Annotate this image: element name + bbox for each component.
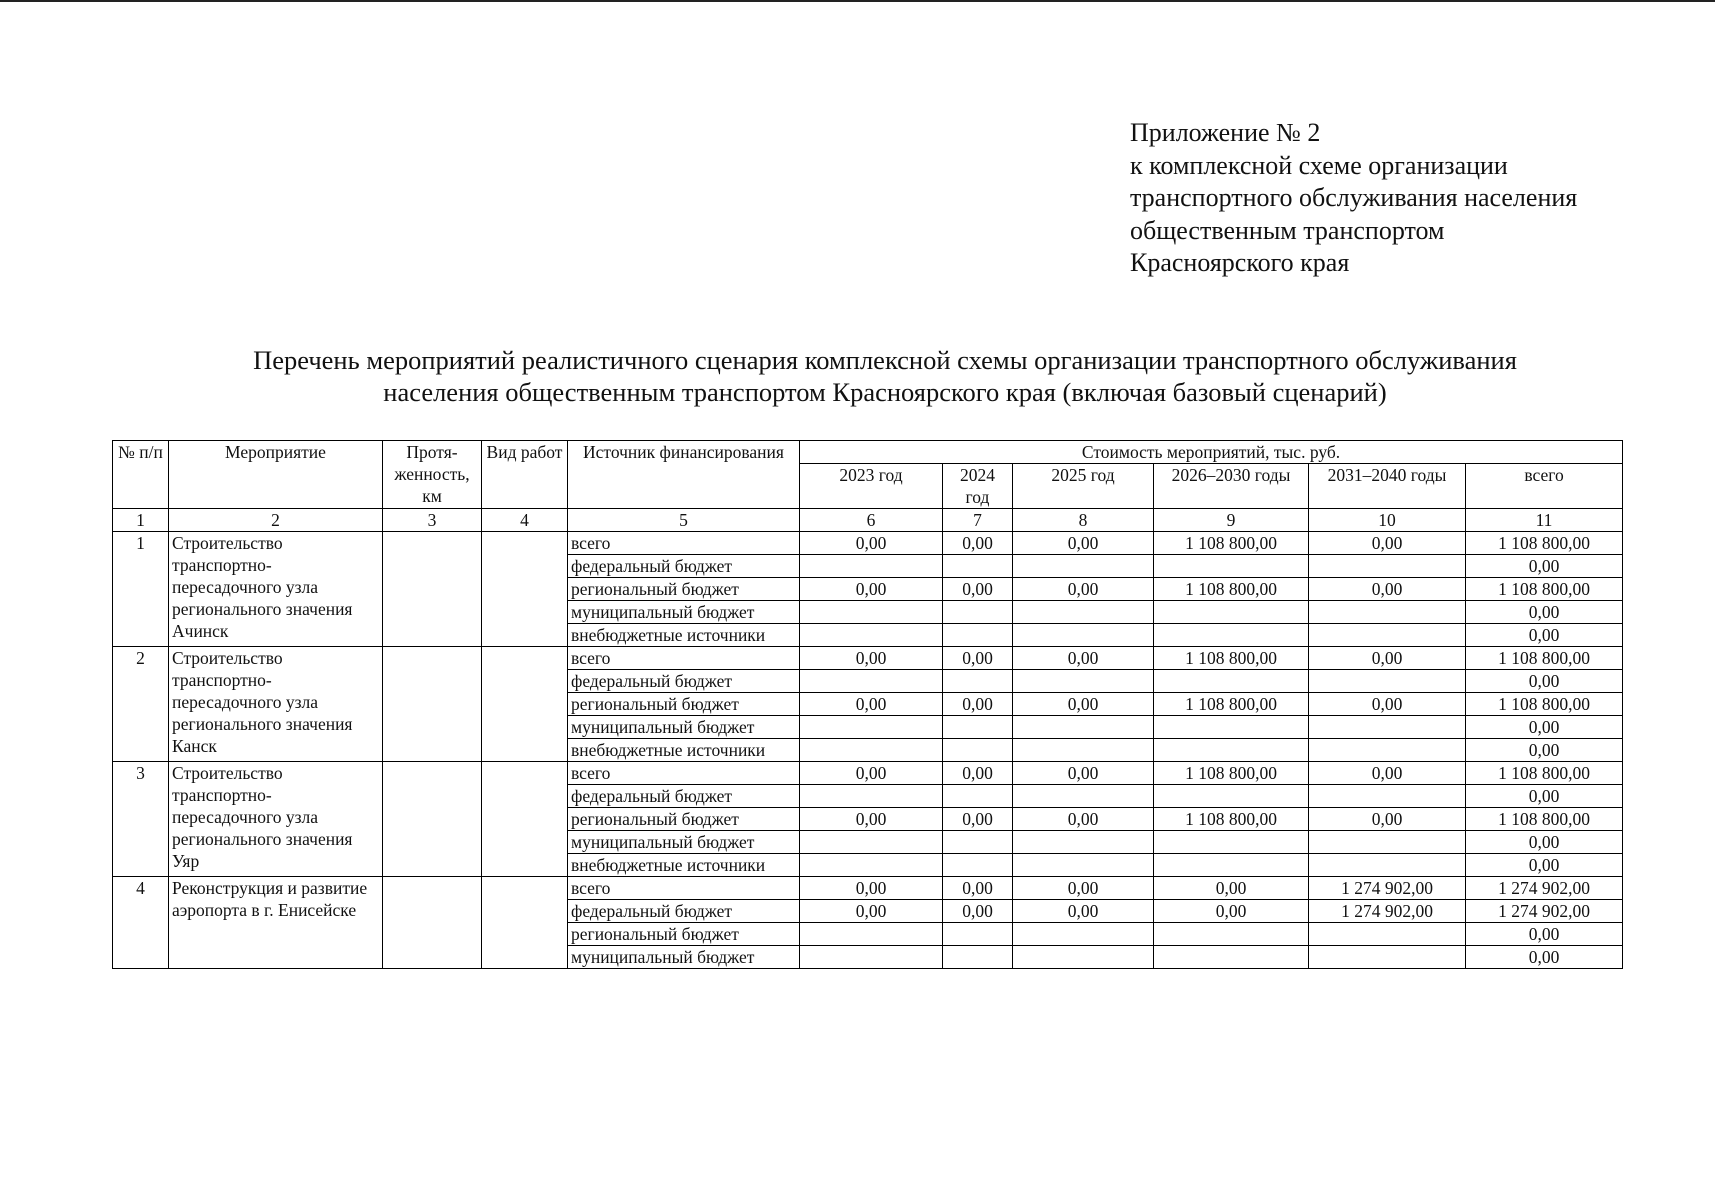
column-numbers-row [113,509,1623,532]
cost-y2031-2040 [1309,785,1466,808]
funding-source: всего [568,877,800,900]
cost-y2024 [943,624,1013,647]
cost-total: 1 108 800,00 [1466,693,1623,716]
header-work-type: Вид работ [482,441,568,509]
header-length: Протя-женность, км [383,441,482,509]
funding-source: внебюджетные источники [568,624,800,647]
cost-y2031-2040: 1 274 902,00 [1309,877,1466,900]
cost-y2024 [943,739,1013,762]
cost-y2023: 0,00 [800,808,943,831]
cost-y2025 [1013,923,1154,946]
cost-total: 0,00 [1466,716,1623,739]
cost-y2025 [1013,831,1154,854]
column-number: 6 [800,509,943,532]
document-title [0,344,1715,408]
cost-y2031-2040 [1309,716,1466,739]
cost-y2024 [943,670,1013,693]
table-row [113,532,1623,555]
column-number: 9 [1154,509,1309,532]
cost-y2025 [1013,854,1154,877]
table-body [113,532,1623,969]
cost-y2023: 0,00 [800,762,943,785]
funding-source: внебюджетные источники [568,739,800,762]
cost-y2026-2030 [1154,555,1309,578]
cost-y2023 [800,831,943,854]
cost-y2025: 0,00 [1013,762,1154,785]
funding-source: всего [568,532,800,555]
cost-y2026-2030 [1154,946,1309,969]
column-number: 5 [568,509,800,532]
cost-total: 0,00 [1466,670,1623,693]
funding-source: федеральный бюджет [568,900,800,923]
work-type-cell [482,877,568,969]
cost-y2026-2030 [1154,923,1309,946]
cost-total: 0,00 [1466,854,1623,877]
title-line-1: Перечень мероприятий реалистичного сценария комплексной схемы организации транспортного обслуживания [253,345,1517,375]
cost-y2024: 0,00 [943,647,1013,670]
cost-y2026-2030 [1154,831,1309,854]
cost-y2024 [943,923,1013,946]
cost-y2026-2030 [1154,739,1309,762]
table-row [113,647,1623,670]
cost-y2026-2030: 1 108 800,00 [1154,647,1309,670]
funding-source: муниципальный бюджет [568,831,800,854]
cost-total: 0,00 [1466,785,1623,808]
column-number: 4 [482,509,568,532]
column-number: 2 [169,509,383,532]
cost-y2025: 0,00 [1013,900,1154,923]
header-2023: 2023 год [800,464,943,509]
table-row [113,877,1623,900]
cost-y2024 [943,601,1013,624]
funding-source: региональный бюджет [568,578,800,601]
row-number: 1 [113,532,169,647]
cost-y2026-2030 [1154,601,1309,624]
funding-source: всего [568,647,800,670]
cost-y2023: 0,00 [800,647,943,670]
cost-y2023 [800,670,943,693]
cost-y2031-2040 [1309,601,1466,624]
page-top-border [0,0,1715,2]
cost-y2025: 0,00 [1013,808,1154,831]
work-type-cell [482,532,568,647]
cost-y2026-2030 [1154,624,1309,647]
cost-y2026-2030 [1154,670,1309,693]
appendix-line: общественным транспортом [1130,215,1445,245]
cost-y2026-2030: 1 108 800,00 [1154,808,1309,831]
cost-y2023 [800,555,943,578]
cost-y2031-2040: 0,00 [1309,693,1466,716]
cost-y2025 [1013,946,1154,969]
measures-table [112,440,1623,969]
cost-y2023 [800,785,943,808]
cost-y2025: 0,00 [1013,532,1154,555]
row-number: 2 [113,647,169,762]
cost-y2023: 0,00 [800,693,943,716]
cost-total: 0,00 [1466,555,1623,578]
funding-source: федеральный бюджет [568,555,800,578]
cost-y2026-2030 [1154,785,1309,808]
funding-source: федеральный бюджет [568,670,800,693]
cost-y2031-2040 [1309,555,1466,578]
cost-total: 0,00 [1466,923,1623,946]
cost-y2023 [800,739,943,762]
cost-y2031-2040: 0,00 [1309,578,1466,601]
cost-y2031-2040: 0,00 [1309,532,1466,555]
cost-y2031-2040 [1309,670,1466,693]
cost-y2025 [1013,670,1154,693]
appendix-line: Приложение № 2 [1130,118,1321,147]
cost-y2025 [1013,624,1154,647]
cost-y2031-2040: 0,00 [1309,808,1466,831]
funding-source: региональный бюджет [568,808,800,831]
cost-y2024: 0,00 [943,762,1013,785]
event-name: Реконструкция и развитие аэропорта в г. Енисейске [169,877,383,969]
appendix-line: транспортного обслуживания населения [1130,183,1578,212]
funding-source: внебюджетные источники [568,854,800,877]
column-number: 7 [943,509,1013,532]
cost-y2023 [800,946,943,969]
cost-y2024 [943,785,1013,808]
event-name: Строительство транспортно-пересадочного узла регионального значения Уяр [169,762,383,877]
cost-total: 0,00 [1466,831,1623,854]
cost-y2024 [943,946,1013,969]
cost-y2025: 0,00 [1013,693,1154,716]
funding-source: региональный бюджет [568,693,800,716]
column-number: 3 [383,509,482,532]
cost-y2025 [1013,716,1154,739]
appendix-line: к комплексной схеме организации [1130,150,1508,180]
column-number: 11 [1466,509,1623,532]
cost-total: 0,00 [1466,946,1623,969]
cost-y2024: 0,00 [943,532,1013,555]
event-name: Строительство транспортно-пересадочного узла регионального значения Ачинск [169,532,383,647]
cost-y2025 [1013,739,1154,762]
cost-y2024: 0,00 [943,900,1013,923]
cost-y2023: 0,00 [800,877,943,900]
row-number: 3 [113,762,169,877]
length-cell [383,532,482,647]
cost-y2031-2040 [1309,854,1466,877]
title-line-2: населения общественным транспортом Красноярского края (включая базовый сценарий) [383,377,1387,407]
cost-y2024: 0,00 [943,578,1013,601]
cost-y2026-2030: 1 108 800,00 [1154,532,1309,555]
header-2025: 2025 год [1013,464,1154,509]
length-cell [383,647,482,762]
cost-y2023 [800,854,943,877]
cost-y2026-2030: 0,00 [1154,900,1309,923]
cost-y2026-2030: 1 108 800,00 [1154,762,1309,785]
cost-y2025 [1013,601,1154,624]
row-number: 4 [113,877,169,969]
header-2026-2030: 2026–2030 годы [1154,464,1309,509]
cost-y2023 [800,716,943,739]
cost-total: 1 108 800,00 [1466,808,1623,831]
cost-y2023: 0,00 [800,578,943,601]
header-2031-2040: 2031–2040 годы [1309,464,1466,509]
appendix-line: Красноярского края [1130,248,1350,277]
cost-y2024 [943,555,1013,578]
cost-total: 1 274 902,00 [1466,877,1623,900]
cost-y2031-2040: 0,00 [1309,647,1466,670]
funding-source: всего [568,762,800,785]
cost-total: 1 108 800,00 [1466,532,1623,555]
cost-y2031-2040: 1 274 902,00 [1309,900,1466,923]
cost-y2026-2030: 0,00 [1154,877,1309,900]
cost-y2031-2040 [1309,831,1466,854]
cost-y2023: 0,00 [800,900,943,923]
table-row [113,762,1623,785]
cost-y2026-2030 [1154,854,1309,877]
cost-y2025 [1013,555,1154,578]
column-number: 8 [1013,509,1154,532]
header-source: Источник финансирования [568,441,800,509]
header-event: Мероприятие [169,441,383,509]
funding-source: федеральный бюджет [568,785,800,808]
cost-total: 1 108 800,00 [1466,762,1623,785]
cost-y2031-2040 [1309,739,1466,762]
cost-total: 0,00 [1466,624,1623,647]
cost-y2031-2040 [1309,946,1466,969]
work-type-cell [482,647,568,762]
header-num: № п/п [113,441,169,509]
cost-total: 1 108 800,00 [1466,647,1623,670]
cost-y2023 [800,923,943,946]
cost-y2025: 0,00 [1013,578,1154,601]
cost-y2024 [943,716,1013,739]
cost-y2024: 0,00 [943,877,1013,900]
funding-source: муниципальный бюджет [568,946,800,969]
cost-y2024 [943,854,1013,877]
cost-total: 1 108 800,00 [1466,578,1623,601]
work-type-cell [482,762,568,877]
cost-y2031-2040: 0,00 [1309,762,1466,785]
cost-y2031-2040 [1309,923,1466,946]
cost-y2023: 0,00 [800,532,943,555]
cost-y2024: 0,00 [943,808,1013,831]
cost-y2025: 0,00 [1013,877,1154,900]
cost-total: 0,00 [1466,739,1623,762]
funding-source: региональный бюджет [568,923,800,946]
cost-y2024 [943,831,1013,854]
column-number: 10 [1309,509,1466,532]
cost-y2023 [800,624,943,647]
header-2024: 2024 год [943,464,1013,509]
cost-total: 1 274 902,00 [1466,900,1623,923]
cost-total: 0,00 [1466,601,1623,624]
event-name: Строительство транспортно-пересадочного узла регионального значения Канск [169,647,383,762]
funding-source: муниципальный бюджет [568,716,800,739]
cost-y2031-2040 [1309,624,1466,647]
appendix-note [1130,117,1577,280]
length-cell [383,877,482,969]
funding-source: муниципальный бюджет [568,601,800,624]
cost-y2024: 0,00 [943,693,1013,716]
cost-y2023 [800,601,943,624]
cost-y2026-2030: 1 108 800,00 [1154,578,1309,601]
header-cost-group: Стоимость мероприятий, тыс. руб. [800,441,1623,464]
cost-y2025: 0,00 [1013,647,1154,670]
cost-y2026-2030 [1154,716,1309,739]
length-cell [383,762,482,877]
header-total: всего [1466,464,1623,509]
cost-y2026-2030: 1 108 800,00 [1154,693,1309,716]
cost-y2025 [1013,785,1154,808]
column-number: 1 [113,509,169,532]
